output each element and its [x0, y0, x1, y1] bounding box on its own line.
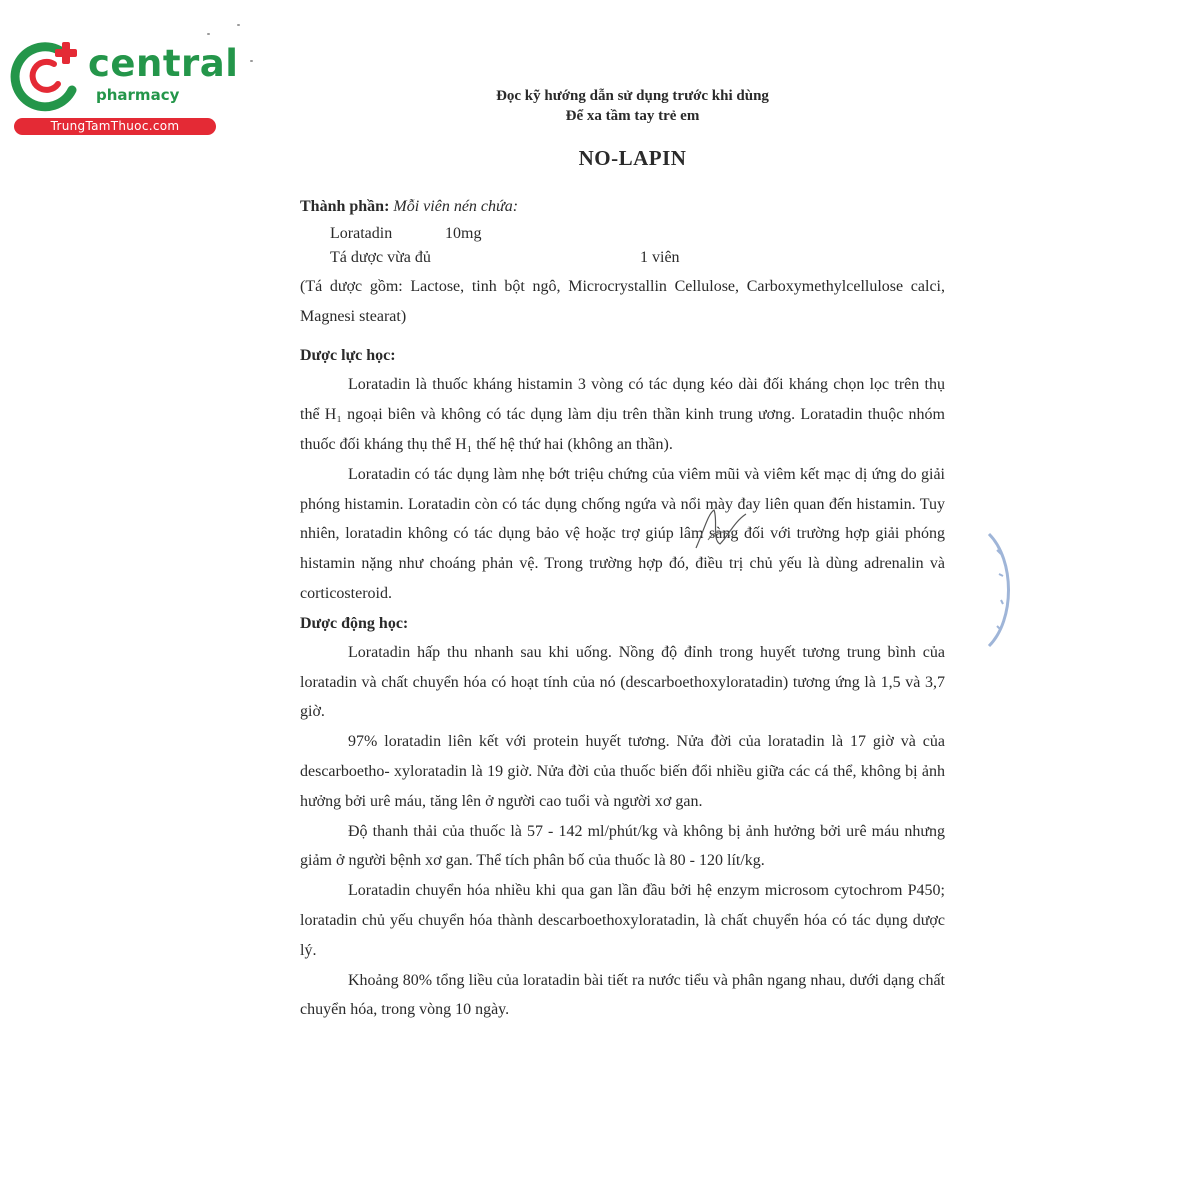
composition-label: Thành phần: — [300, 198, 390, 215]
signature-mark — [690, 500, 750, 560]
logo-website-badge: TrungTamThuoc.com — [14, 118, 216, 135]
pharmacokinetics-paragraph: Loratadin chuyển hóa nhiều khi qua gan lần đầu bởi hệ enzym microsom cytochrom P450; loratadin chủ yếu chuyển hóa thành descarboethoxyloratadin, là chất chuyển hóa có tác dụng dược lý. — [300, 882, 945, 959]
leaflet-document — [300, 86, 945, 1025]
scan-speck — [207, 33, 210, 35]
pharmacokinetics-paragraph: Loratadin hấp thu nhanh sau khi uống. Nồng độ đỉnh trong huyết tương trung bình của loratadin và chất chuyển hóa có hoạt tính của nó (descarboethoxyloratadin) tương ứng là 1,5 và 3,7 giờ. — [300, 643, 945, 721]
ingredient-name: Loratadin — [330, 224, 393, 242]
ingredient-amount: 10mg — [445, 224, 482, 242]
pharmacodynamics-paragraph: Loratadin là thuốc kháng histamin 3 vòng có tác dụng kéo dài đối kháng chọn lọc trên thụ thể H₁ ngoại biên và không có tác dụng làm dịu trên thần kinh trung ương. Loratadin thuộc nhóm thuốc đối kháng thụ thể H₁ thế hệ thứ hai (không an thần). — [300, 376, 945, 453]
official-stamp-edge — [985, 530, 1025, 650]
ingredient-amount: 1 viên — [640, 248, 680, 266]
pharmacokinetics-paragraph: 97% loratadin liên kết với protein huyết tương. Nửa đời của loratadin là 17 giờ và của descarboetho- xyloratadin là 19 giờ. Nửa đời của thuốc biến đổi nhiều giữa các cá thể, không bị ảnh hưởng bởi urê máu, tăng lên ở người cao tuổi và người xơ gan. — [300, 733, 945, 810]
product-title: NO-LAPIN — [578, 146, 687, 170]
central-pharmacy-logo-icon — [10, 38, 86, 114]
pharmacodynamics-heading: Dược lực học: — [300, 347, 396, 365]
excipients-list: (Tá dược gồm: Lactose, tinh bột ngô, Microcrystallin Cellulose, Carboxymethylcellulose calci, Magnesi stearat) — [300, 277, 945, 325]
ingredient-row — [300, 222, 945, 246]
scan-speck — [237, 24, 240, 26]
pharmacodynamics-paragraph: Loratadin có tác dụng làm nhẹ bớt triệu chứng của viêm mũi và viêm kết mạc dị ứng do giải phóng histamin. Loratadin còn có tác dụng chống ngứa và nổi mày đay liên quan đến histamin. Tuy nhiên, loratadin không có tác dụng bảo vệ hoặc trợ giúp lâm sàng đối với trường hợp giải phóng histamin nặng như choáng phản vệ. Trong trường hợp đó, điều trị chủ yếu là dùng adrenalin và corticosteroid. — [300, 465, 945, 602]
pharmacokinetics-paragraph: Độ thanh thải của thuốc là 57 - 142 ml/phút/kg và không bị ảnh hưởng bởi urê máu nhưng giảm ở người bệnh xơ gan. Thể tích phân bố của thuốc là 80 - 120 lít/kg. — [300, 822, 945, 870]
pharmacokinetics-heading: Dược động học: — [300, 614, 409, 632]
ingredient-name: Tá dược vừa đủ — [330, 248, 431, 266]
pharmacy-logo — [8, 36, 239, 136]
composition-intro: Mỗi viên nén chứa: — [393, 198, 519, 215]
warning-read-instructions: Đọc kỹ hướng dẫn sử dụng trước khi dùng — [496, 88, 769, 104]
composition-heading — [300, 192, 945, 222]
logo-subtitle: pharmacy — [96, 86, 180, 104]
warning-keep-away-children: Để xa tầm tay trẻ em — [565, 108, 700, 124]
logo-brand-name: central — [88, 42, 239, 85]
pharmacokinetics-paragraph: Khoảng 80% tổng liều của loratadin bài tiết ra nước tiểu và phân ngang nhau, dưới dạng chất chuyển hóa, trong vòng 10 ngày. — [300, 971, 945, 1019]
scan-speck — [250, 60, 253, 62]
ingredient-row — [300, 246, 945, 270]
